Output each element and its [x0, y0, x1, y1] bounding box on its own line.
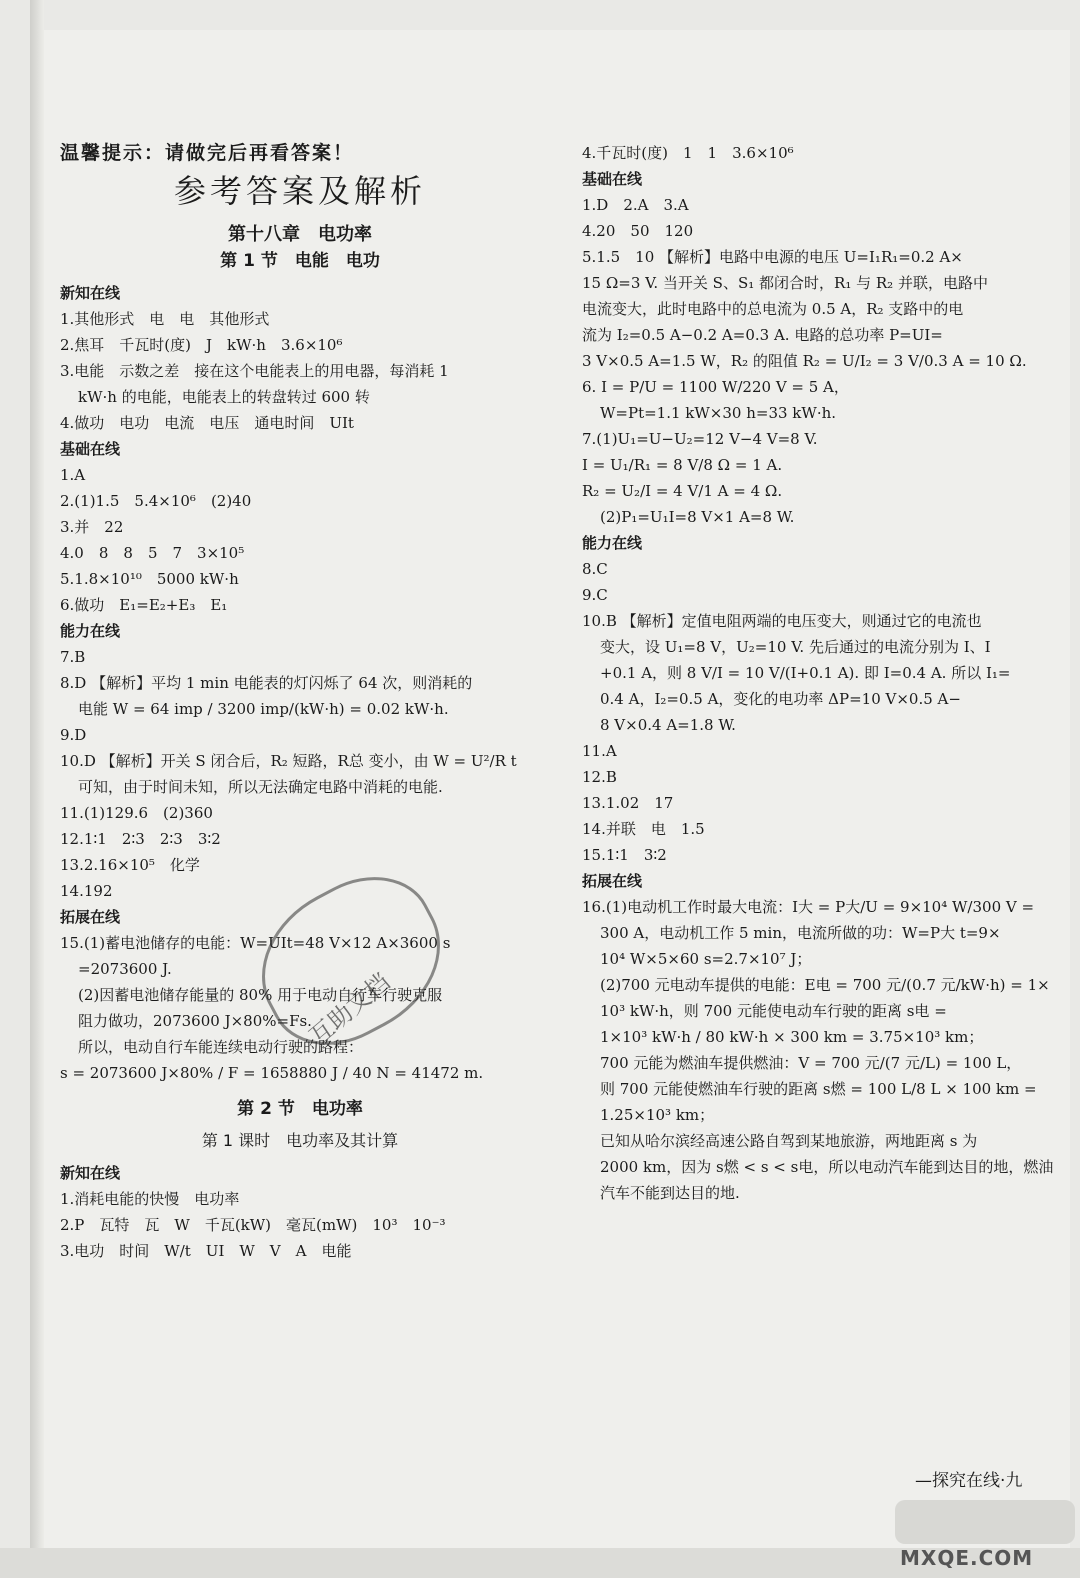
- answer-line: =2073600 J.: [78, 960, 172, 978]
- answer-line: 1.D 2.A 3.A: [582, 196, 689, 214]
- answer-line: 11.A: [582, 742, 617, 760]
- answer-line: 2.焦耳 千瓦时(度) J kW·h 3.6×10⁶: [60, 336, 343, 354]
- left-column: [60, 140, 540, 1264]
- answer-line: 1.A: [60, 466, 86, 484]
- answer-line: 3 V×0.5 A=1.5 W，R₂ 的阻值 R₂ = U/I₂ = 3 V/0.3 A = 10 Ω.: [582, 352, 1027, 370]
- right-answer-list: [582, 140, 1062, 1206]
- answer-line: 2000 km，因为 s燃 < s < s电，所以电动汽车能到达目的地，燃油: [600, 1158, 1054, 1176]
- answer-line: 3.电功 时间 W/t UI W V A 电能: [60, 1242, 352, 1260]
- answer-line: 变大，设 U₁=8 V，U₂=10 V. 先后通过的电流分别为 I、I: [600, 638, 991, 656]
- answer-line: 5.1.5 10 【解析】电路中电源的电压 U=I₁R₁=0.2 A×: [582, 248, 963, 266]
- reminder-banner: 温馨提示：请做完后再看答案！: [60, 142, 355, 164]
- answer-line: 7.B: [60, 648, 86, 666]
- answer-line: 可知，由于时间未知，所以无法确定电路中消耗的电能.: [78, 778, 443, 796]
- answer-line: 11.(1)129.6 (2)360: [60, 804, 213, 822]
- answer-line: 6.做功 E₁=E₂+E₃ E₁: [60, 596, 228, 614]
- answer-line: 1×10³ kW·h / 80 kW·h × 300 km = 3.75×10³ km；: [600, 1028, 984, 1046]
- answer-line: 3.并 22: [60, 518, 124, 536]
- answer-line: 15.(1)蓄电池储存的电能：W=UIt=48 V×12 A×3600 s: [60, 934, 451, 952]
- answer-line: 4.千瓦时(度) 1 1 3.6×10⁶: [582, 144, 794, 162]
- answer-line: 2.P 瓦特 瓦 W 千瓦(kW) 毫瓦(mW) 10³ 10⁻³: [60, 1216, 446, 1234]
- answer-line: (2)700 元电动车提供的电能：E电 = 700 元/(0.7 元/kW·h) = 1×: [600, 976, 1050, 994]
- answer-line: 700 元能为燃油车提供燃油：V = 700 元/(7 元/L) = 100 L，: [600, 1054, 1022, 1072]
- answer-line: I = U₁/R₁ = 8 V/8 Ω = 1 A.: [582, 456, 783, 474]
- answer-line: 3.电能 示数之差 接在这个电能表上的用电器，每消耗 1: [60, 362, 449, 380]
- answer-line: 10.D 【解析】开关 S 闭合后，R₂ 短路，R总 变小，由 W = U²/R t: [60, 752, 517, 770]
- answer-line: 8 V×0.4 A=1.8 W.: [600, 716, 736, 734]
- section-heading: 新知在线: [60, 284, 121, 302]
- page-footer: —探究在线·九: [915, 1471, 1023, 1491]
- right-column: [582, 140, 1062, 1206]
- answer-line: 汽车不能到达目的地.: [600, 1184, 740, 1202]
- answer-line: 1.消耗电能的快慢 电功率: [60, 1190, 240, 1208]
- section-title-2: 第 2 节 电功率: [237, 1099, 363, 1119]
- answer-line: 6. I = P/U = 1100 W/220 V = 5 A，: [582, 378, 849, 396]
- answer-line: 9.C: [582, 586, 608, 604]
- answer-line: s = 2073600 J×80% / F = 1658880 J / 40 N = 41472 m.: [60, 1064, 484, 1082]
- section-heading: 拓展在线: [582, 872, 643, 890]
- answer-line: 12.1∶1 2∶3 2∶3 3∶2: [60, 830, 221, 848]
- answer-line: 4.0 8 8 5 7 3×10⁵: [60, 544, 245, 562]
- answer-line: 1.其他形式 电 电 其他形式: [60, 310, 270, 328]
- answer-line: 0.4 A，I₂=0.5 A，变化的电功率 ΔP=10 V×0.5 A−: [600, 690, 961, 708]
- answer-line: 电流变大，此时电路中的总电流为 0.5 A，R₂ 支路中的电: [582, 300, 964, 318]
- answer-line: 16.(1)电动机工作时最大电流：I大 = P大/U = 9×10⁴ W/300 V =: [582, 898, 1035, 916]
- answer-line: 13.2.16×10⁵ 化学: [60, 856, 200, 874]
- answer-line: 10.B 【解析】定值电阻两端的电压变大，则通过它的电流也: [582, 612, 982, 630]
- answer-line: W=Pt=1.1 kW×30 h=33 kW·h.: [600, 404, 837, 422]
- answer-line: 2.(1)1.5 5.4×10⁶ (2)40: [60, 492, 252, 510]
- answer-line: 已知从哈尔滨经高速公路自驾到某地旅游，两地距离 s 为: [600, 1132, 978, 1150]
- answer-line: R₂ = U₂/I = 4 V/1 A = 4 Ω.: [582, 482, 783, 500]
- answer-line: (2)P₁=U₁I=8 V×1 A=8 W.: [600, 508, 795, 526]
- watermark-url: MXQE.COM: [900, 1546, 1034, 1570]
- answer-line: 电能 W = 64 imp / 3200 imp/(kW·h) = 0.02 kW·h.: [78, 700, 449, 718]
- answer-line: 15 Ω=3 V. 当开关 S、S₁ 都闭合时，R₁ 与 R₂ 并联，电路中: [582, 274, 988, 292]
- section-title-1: 第 1 节 电能 电功: [220, 251, 380, 271]
- answer-line: 1.25×10³ km；: [600, 1106, 715, 1124]
- answer-line: 13.1.02 17: [582, 794, 674, 812]
- answer-line: 8.C: [582, 560, 608, 578]
- main-title: 参考答案及解析: [173, 172, 426, 210]
- answer-line: 14.192: [60, 882, 113, 900]
- answer-line: kW·h 的电能，电能表上的转盘转过 600 转: [78, 388, 370, 406]
- section-heading: 拓展在线: [60, 908, 121, 926]
- answer-line: 阻力做功，2073600 J×80%=Fs.: [78, 1012, 312, 1030]
- answer-line: 所以，电动自行车能连续电动行驶的路程：: [78, 1038, 364, 1056]
- watermark-stamp-text: 互助文档: [303, 967, 396, 1051]
- answer-line: 12.B: [582, 768, 617, 786]
- answer-line: (2)因蓄电池储存能量的 80% 用于电动自行车行驶克服: [78, 986, 443, 1004]
- answer-line: 4.做功 电功 电流 电压 通电时间 UIt: [60, 414, 354, 432]
- answer-line: 9.D: [60, 726, 87, 744]
- answer-line: +0.1 A，则 8 V/I = 10 V/(I+0.1 A). 即 I=0.4 A. 所以 I₁=: [600, 664, 1011, 682]
- answer-line: 8.D 【解析】平均 1 min 电能表的灯闪烁了 64 次，则消耗的: [60, 674, 473, 692]
- section-heading: 新知在线: [60, 1164, 121, 1182]
- section-heading: 基础在线: [60, 440, 121, 458]
- answer-line: 5.1.8×10¹⁰ 5000 kW·h: [60, 570, 239, 588]
- book-spine: [30, 0, 44, 1578]
- section-heading: 能力在线: [60, 622, 121, 640]
- answer-line: 4.20 50 120: [582, 222, 694, 240]
- answer-line: 10⁴ W×5×60 s=2.7×10⁷ J；: [600, 950, 812, 968]
- lesson-title: 第 1 课时 电功率及其计算: [201, 1131, 399, 1150]
- answer-line: 流为 I₂=0.5 A−0.2 A=0.3 A. 电路的总功率 P=UI=: [582, 326, 943, 344]
- answer-line: 10³ kW·h，则 700 元能使电动车行驶的距离 s电 =: [600, 1002, 947, 1020]
- answer-line: 7.(1)U₁=U−U₂=12 V−4 V=8 V.: [582, 430, 818, 448]
- answer-line: 则 700 元能使燃油车行驶的距离 s燃 = 100 L/8 L × 100 km =: [600, 1080, 1037, 1098]
- section-heading: 基础在线: [582, 170, 643, 188]
- watermark-logo-icon: [895, 1500, 1075, 1544]
- chapter-title: 第十八章 电功率: [228, 224, 372, 245]
- section-heading: 能力在线: [582, 534, 643, 552]
- answer-line: 300 A，电动机工作 5 min，电流所做的功：W=P大 t=9×: [600, 924, 1001, 942]
- left-answer-list-2: [60, 1160, 540, 1264]
- answer-line: 15.1∶1 3∶2: [582, 846, 667, 864]
- answer-line: 14.并联 电 1.5: [582, 820, 705, 838]
